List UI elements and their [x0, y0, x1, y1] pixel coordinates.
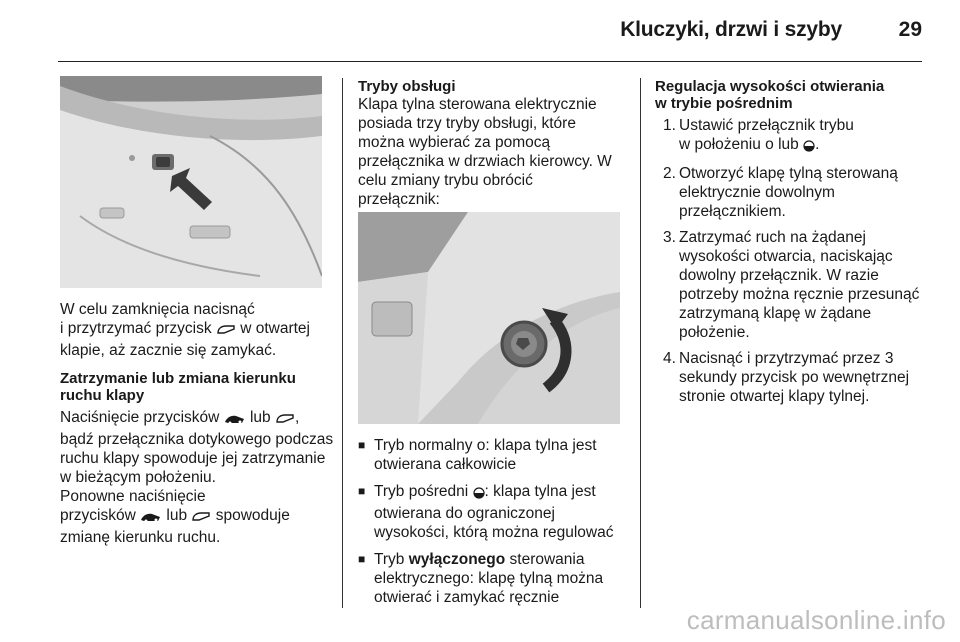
car-remote-icon — [140, 509, 162, 528]
list-item: 4. Nacisnąć i przytrzymać przez 3 sekundy przycisk po wewnętrznej stronie otwartej klapy tylnej. — [663, 350, 910, 405]
stop-text-or-2: lub — [166, 507, 188, 524]
header-divider — [58, 61, 922, 62]
stop-text-1: Naciśnięcie przycisków — [60, 409, 220, 426]
closing-text-3: w otwartej — [240, 320, 310, 337]
column-2 — [358, 78, 626, 209]
tailgate-close-icon — [191, 509, 211, 528]
stop-text-comma: , — [294, 409, 300, 426]
column-divider-1 — [342, 78, 343, 608]
list-item: ■ Tryb wyłączonego sterowania elektrycznego: klapę tylną można otwierać i zamykać ręcznie — [358, 550, 626, 607]
column-3 — [655, 78, 925, 413]
list-item: ■ Tryb pośredni : klapa tylna jest otwierana do ograniczonej wysokości, którą można regulować — [358, 482, 626, 542]
stop-text-5: spowoduje — [215, 507, 290, 524]
half-circle-mode-icon — [803, 138, 815, 157]
closing-text-2: i przytrzymać przycisk — [60, 320, 212, 337]
list-item: 1. Ustawić przełącznik trybu w położeniu o lub . — [655, 116, 925, 157]
closing-text-4: klapie, aż zacznie się zamykać. — [60, 342, 277, 359]
closing-paragraph — [60, 300, 335, 360]
stop-text-3: Ponowne naciśnięcie — [60, 488, 206, 505]
page-number: 29 — [898, 18, 922, 41]
closing-text-1: W celu zamknięcia nacisnąć — [60, 301, 255, 318]
tailgate-illustration-svg — [60, 76, 322, 288]
half-circle-mode-icon — [473, 485, 485, 504]
modes-list — [358, 436, 626, 607]
column-1 — [60, 300, 335, 547]
stop-text-6: zmianę kierunku ruchu. — [60, 529, 221, 546]
stop-reverse-heading: Zatrzymanie lub zmiana kierunku ruchu klapy — [60, 370, 296, 404]
column-divider-2 — [640, 78, 641, 608]
door-mode-switch-illustration — [358, 212, 620, 424]
modes-list-container — [358, 436, 626, 615]
height-adjust-heading: Regulacja wysokości otwierania w trybie pośrednim — [655, 78, 885, 112]
watermark: carmanualsonline.info — [686, 605, 946, 635]
door-switch-illustration-svg — [358, 212, 620, 424]
tailgate-close-icon — [216, 322, 236, 341]
list-item: 3. Zatrzymać ruch na żądanej wysokości otwarcia, naciskając dowolny przełącznik. W razie potrzeby można ręcznie przesunąć zatrzymaną klapę w żądane położenie. — [663, 229, 920, 341]
stop-text-2: bądź przełącznika dotykowego podczas ruchu klapy spowoduje jej zatrzymanie w bieżącym położeniu. — [60, 431, 334, 486]
list-item: 2. Otworzyć klapę tylną sterowaną elektrycznie dowolnym przełącznikiem. — [663, 165, 898, 220]
stop-reverse-paragraph — [60, 408, 335, 547]
height-adjust-steps — [655, 116, 925, 406]
car-remote-icon — [224, 411, 246, 430]
page-title: Kluczyki, drzwi i szyby — [620, 18, 842, 41]
modes-heading: Tryby obsługi — [358, 78, 456, 95]
stop-text-4: przycisków — [60, 507, 136, 524]
modes-paragraph: Klapa tylna sterowana elektrycznie posiada trzy tryby obsługi, które można wybierać za pomocą przełącznika w drzwiach kierowcy. W celu zmiany trybu obrócić przełącznik: — [358, 96, 612, 208]
list-item: ■ Tryb normalny o: klapa tylna jest otwierana całkowicie — [358, 436, 626, 474]
tailgate-close-icon — [275, 411, 295, 430]
stop-text-or: lub — [249, 409, 271, 426]
tailgate-button-illustration — [60, 76, 322, 288]
